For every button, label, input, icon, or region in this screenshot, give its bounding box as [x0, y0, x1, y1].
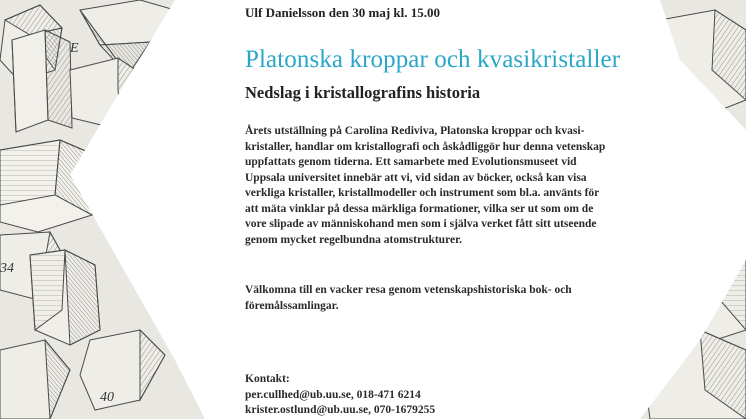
lecture-announcement: Ulf Danielsson den 30 maj kl. 15.00 [245, 5, 441, 20]
contact-email-krister[interactable]: krister.ostlund@ub.uu.se, 070-1679255 [245, 404, 436, 416]
body-paragraph [245, 124, 640, 248]
engraving-label-34: 34 [0, 261, 14, 276]
page-subtitle: Nedslag i kristallografins historia [245, 83, 481, 102]
contact-label: Kontakt: [245, 373, 290, 385]
page-title: Platonska kroppar och kvasikristaller [245, 46, 621, 73]
engraving-label-e: E [70, 41, 79, 56]
body-line: genom mycket regelbundna atomstrukturer. [245, 233, 463, 246]
body-line: kristaller, handlar om kristallografi och åskådliggör hur denna vetenskap [245, 140, 606, 153]
engraving-label-40: 40 [100, 390, 114, 405]
body-line: att mäta vinklar på dessa märkliga formationer, vilka ser ut som om de [245, 202, 594, 215]
contact-email-per[interactable]: per.cullhed@ub.uu.se, 018-471 6214 [245, 388, 421, 401]
welcome-line: Välkomna till en vacker resa genom vetenskapshistoriska bok- och [245, 284, 572, 296]
welcome-paragraph [245, 283, 572, 314]
contact-block [245, 372, 435, 419]
body-line: vore slipade av människohand men som i själva verket fått sitt utseende [245, 218, 597, 230]
body-line: uppfattats genom tiderna. Ett samarbete med Evolutionsmuseet vid [245, 156, 577, 168]
body-line: Uppsala universitet innebär att vi, vid sidan av böcker, också kan visa [245, 171, 587, 184]
body-line: verkliga kristaller, kristallmodeller och instrument som bl.a. använts för [245, 187, 600, 199]
welcome-line: föremålssamlingar. [245, 299, 339, 312]
body-line: Årets utställning på Carolina Rediviva, Platonska kroppar och kvasi- [245, 125, 585, 137]
